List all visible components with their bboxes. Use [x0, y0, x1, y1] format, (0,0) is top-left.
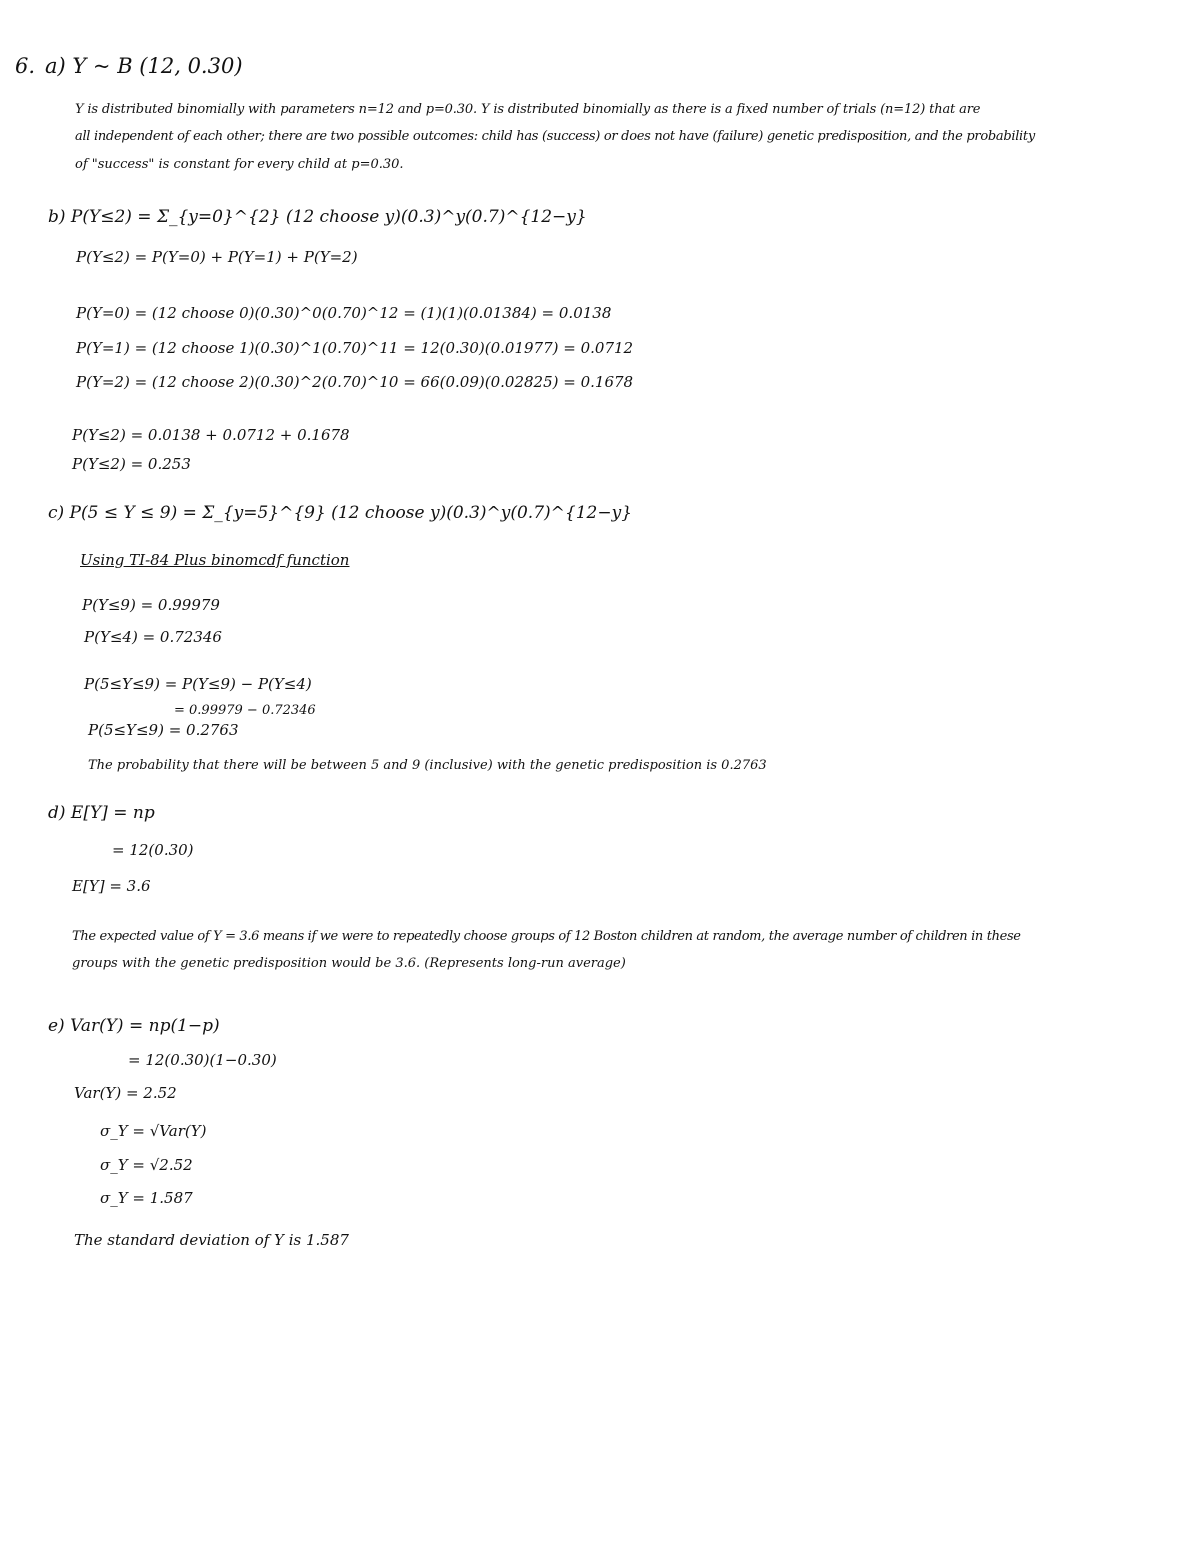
part-b-p2: P(Y=2) = (12 choose 2)(0.30)^2(0.70)^10 = 66(0.09)(0.02825) = 0.1678: [76, 373, 634, 391]
part-a-explanation-line-1: Y is distributed binomially with parameters n=12 and p=0.30. Y is distributed binomially as there is a fixed number of trials (n=12) that are: [75, 102, 981, 117]
part-b-sum-formula: b) P(Y≤2) = Σ_{y=0}^{2} (12 choose y)(0.3)^y(0.7)^{12−y}: [48, 207, 587, 227]
part-b-sum: P(Y≤2) = 0.0138 + 0.0712 + 0.1678: [72, 426, 350, 444]
part-b-p1: P(Y=1) = (12 choose 1)(0.30)^1(0.70)^11 = 12(0.30)(0.01977) = 0.0712: [76, 339, 634, 357]
part-e-sd-step-3: σ_Y = 1.587: [100, 1189, 193, 1207]
part-b-result: P(Y≤2) = 0.253: [72, 455, 191, 473]
problem-number: 6.: [15, 54, 36, 78]
part-d-interpretation-line-2: groups with the genetic predisposition would be 3.6. (Represents long-run average): [72, 956, 626, 971]
part-e-formula: e) Var(Y) = np(1−p): [48, 1016, 220, 1036]
part-e-statement: The standard deviation of Y is 1.587: [74, 1231, 349, 1249]
part-d-formula: d) E[Y] = np: [48, 803, 155, 823]
part-d-result: E[Y] = 3.6: [72, 877, 151, 895]
part-d-interpretation-line-1: The expected value of Y = 3.6 means if we were to repeatedly choose groups of 12 Boston children at random, the average number of children in these: [72, 929, 1021, 944]
part-c-difference: P(5≤Y≤9) = P(Y≤9) − P(Y≤4): [84, 675, 312, 693]
part-a-explanation-line-2: all independent of each other; there are two possible outcomes: child has (success) or does not have (failure) genetic predisposition, and the probability: [75, 129, 1035, 144]
part-c-cdf-4: P(Y≤4) = 0.72346: [84, 628, 222, 646]
part-d-substitution: = 12(0.30): [112, 841, 194, 859]
part-a-explanation-line-3: of "success" is constant for every child at p=0.30.: [75, 157, 404, 172]
part-e-sd-step-1: σ_Y = √Var(Y): [100, 1122, 207, 1140]
part-b-p0: P(Y=0) = (12 choose 0)(0.30)^0(0.70)^12 = (1)(1)(0.01384) = 0.0138: [76, 304, 612, 322]
part-c-sum-formula: c) P(5 ≤ Y ≤ 9) = Σ_{y=5}^{9} (12 choose y)(0.3)^y(0.7)^{12−y}: [48, 503, 633, 523]
part-a-heading: a) Y ~ B (12, 0.30): [45, 54, 243, 78]
part-c-result: P(5≤Y≤9) = 0.2763: [88, 721, 239, 739]
part-b-expansion: P(Y≤2) = P(Y=0) + P(Y=1) + P(Y=2): [76, 248, 358, 266]
part-c-statement: The probability that there will be between 5 and 9 (inclusive) with the genetic predisposition is 0.2763: [88, 758, 767, 773]
part-c-method-note: Using TI-84 Plus binomcdf function: [80, 551, 350, 569]
part-c-cdf-9: P(Y≤9) = 0.99979: [82, 596, 220, 614]
part-c-difference-values: = 0.99979 − 0.72346: [174, 703, 316, 718]
part-e-sd-step-2: σ_Y = √2.52: [100, 1156, 193, 1174]
part-e-result: Var(Y) = 2.52: [74, 1084, 177, 1102]
part-e-substitution: = 12(0.30)(1−0.30): [128, 1051, 277, 1069]
